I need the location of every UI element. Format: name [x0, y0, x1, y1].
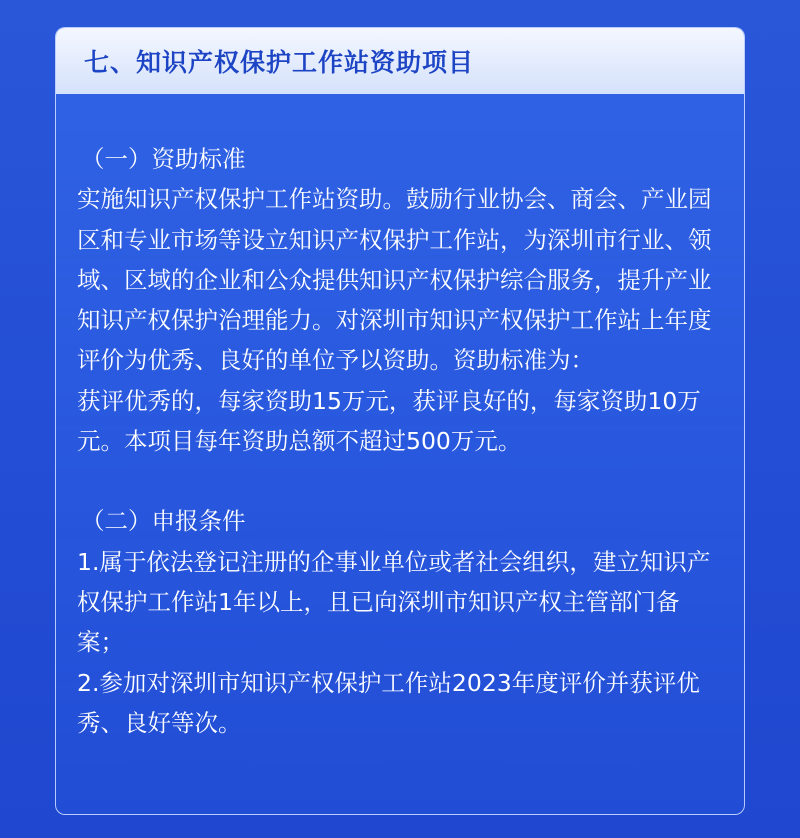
card-body: [56, 94, 744, 743]
funding-amounts: 获评优秀的，每家资助15万元，获评良好的，每家资助10万元。本项目每年资助总额不超过500万元。: [77, 386, 701, 456]
section-heading-funding-standard: （一）资助标准: [81, 145, 246, 173]
condition-item-1: 1.属于依法登记注册的企事业单位或者社会组织，建立知识产权保护工作站1年以上，且已向深圳市知识产权主管部门备案；: [77, 547, 711, 657]
funding-description: 实施知识产权保护工作站资助。鼓励行业协会、商会、产业园区和专业市场等设立知识产权保护工作站，为深圳市行业、领域、区域的企业和公众提供知识产权保护综合服务，提升产业知识产权保护治理能力。对深圳市知识产权保护工作站上年度评价为优秀、良好的单位予以资助。资助标准为：: [77, 185, 712, 375]
card-title: 七、知识产权保护工作站资助项目: [84, 48, 475, 77]
section-heading-application-conditions: （二）申报条件: [81, 507, 246, 536]
condition-item-2: 2.参加对深圳市知识产权保护工作站2023年度评价并获评优秀、良好等次。: [77, 668, 700, 737]
card-header: [56, 28, 744, 94]
content-card: [55, 27, 745, 815]
section-spacer: [77, 461, 722, 501]
